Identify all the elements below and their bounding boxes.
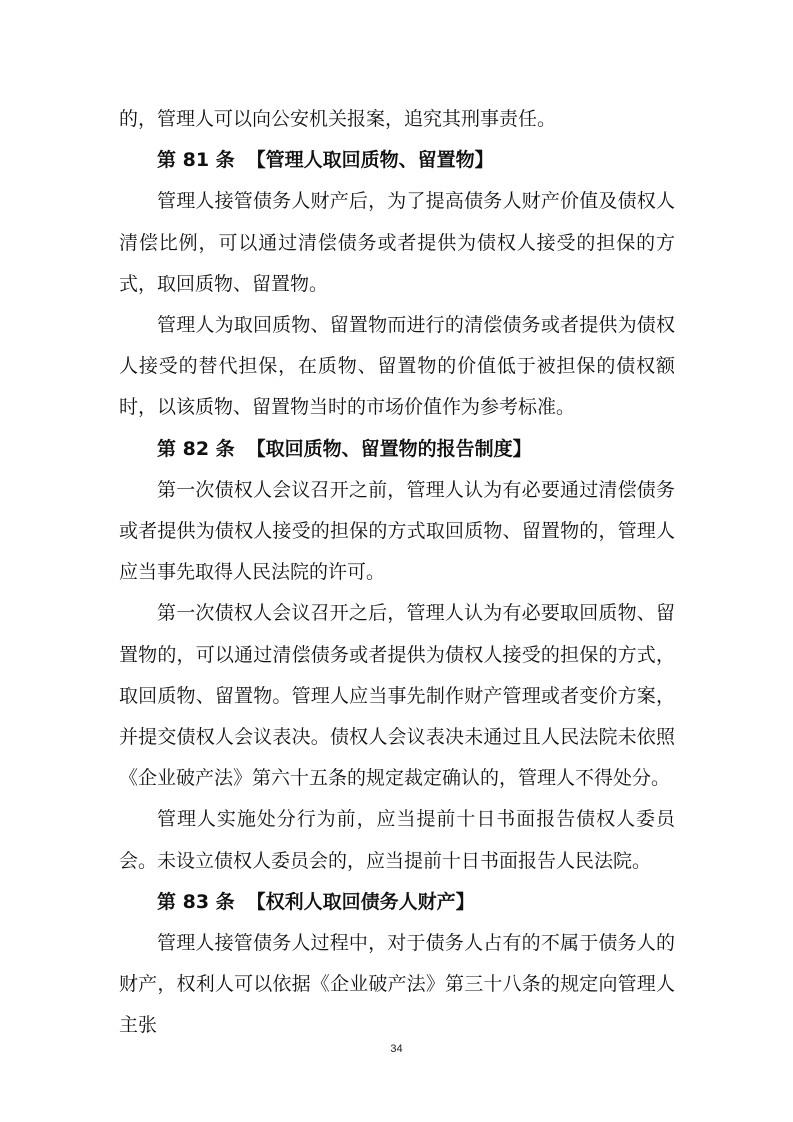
article-82-title: 【取回质物、留置物的报告制度】 (246, 437, 532, 460)
article-81-number: 第 81 条 (157, 149, 235, 172)
article-82-paragraph-2: 第一次债权人会议召开之后，管理人认为有必要取回质物、留置物的，可以通过清偿债务或者提供为债权人接受的担保的方式，取回质物、留置物。管理人应当事先制作财产管理或者变价方案，并提交债权人会议表决。债权人会议表决未通过且人民法院未依照《企业破产法》第六十五条的规定裁定确认的，管理人不得处分。 (119, 602, 675, 790)
article-82-paragraph-3: 管理人实施处分行为前，应当提前十日书面报告债权人委员会。未设立债权人委员会的，应当提前十日书面报告人民法院。 (119, 808, 675, 872)
article-83-number: 第 83 条 (157, 890, 235, 913)
article-81-paragraph-1: 管理人接管债务人财产后，为了提高债务人财产价值及债权人清偿比例，可以通过清偿债务或者提供为债权人接受的担保的方式，取回质物、留置物。 (119, 190, 675, 295)
page-number: 34 (390, 1043, 403, 1055)
article-82-paragraph-1: 第一次债权人会议召开之前，管理人认为有必要通过清偿债务或者提供为债权人接受的担保的方式取回质物、留置物的，管理人应当事先取得人民法院的许可。 (119, 478, 675, 584)
paragraph-continuation: 的，管理人可以向公安机关报案，追究其刑事责任。 (119, 108, 557, 130)
document-body (119, 99, 675, 1047)
article-82-number: 第 82 条 (157, 437, 235, 460)
article-83-heading (119, 882, 675, 923)
article-81-title: 【管理人取回质物、留置物】 (246, 149, 494, 172)
article-81-heading (119, 140, 675, 181)
article-81-paragraph-2: 管理人为取回质物、留置物而进行的清偿债务或者提供为债权人接受的替代担保，在质物、留置物的价值低于被担保的债权额时，以该质物、留置物当时的市场价值作为参考标准。 (119, 314, 675, 419)
article-82-heading (119, 429, 675, 470)
article-83-title: 【权利人取回债务人财产】 (246, 890, 475, 913)
article-83-paragraph-1: 管理人接管债务人过程中，对于债务人占有的不属于债务人的财产，权利人可以依据《企业破产法》第三十八条的规定向管理人主张 (119, 932, 675, 1037)
